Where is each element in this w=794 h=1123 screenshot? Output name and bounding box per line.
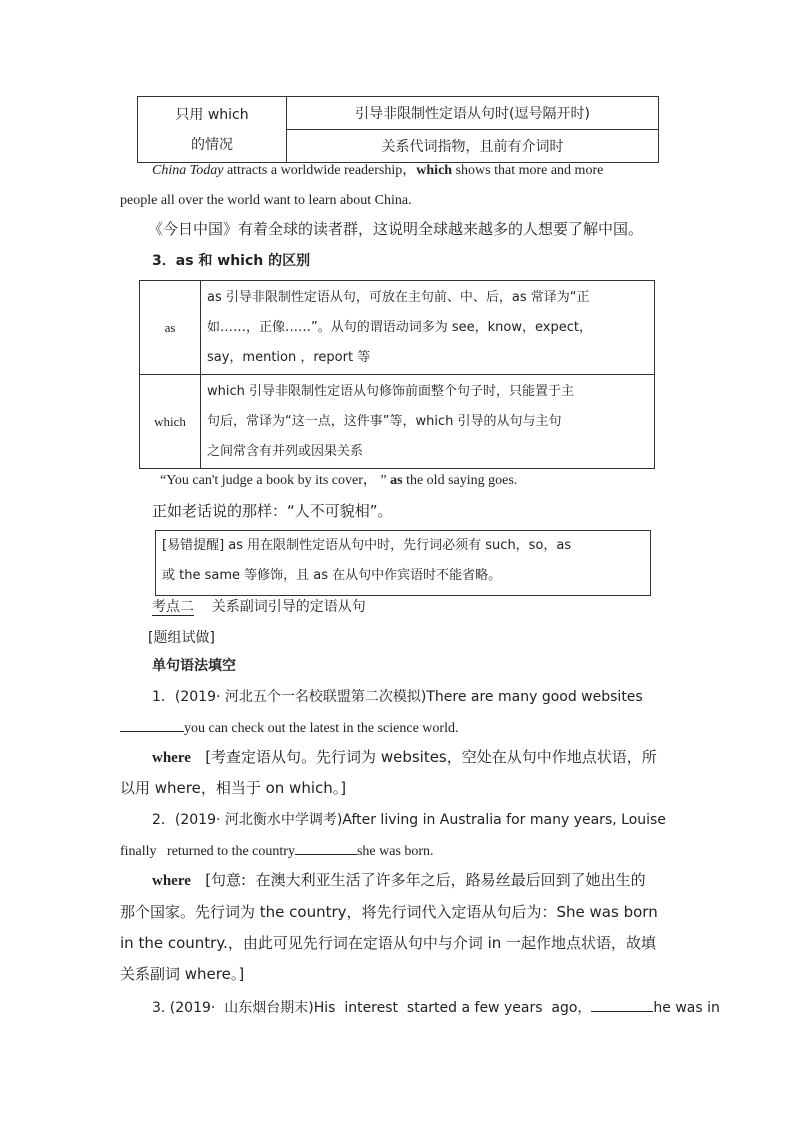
q3-blank[interactable]: [591, 997, 653, 1012]
example1-text-a: attracts a worldwide readership，: [223, 163, 417, 178]
as-desc-cell: [201, 281, 655, 375]
which-desc-line2: 句后，常译为“这一点，这件事”等，which 引导的从句与主句: [207, 413, 562, 429]
example1-title: China Today: [152, 163, 224, 178]
q1-explain1: [考查定语从句。先行词为 websites，空处在从句中作地点状语，所: [190, 748, 657, 766]
q1-blank[interactable]: [120, 717, 184, 732]
note-box: [155, 530, 651, 596]
kaodian-title: 关系副词引导的定语从句: [194, 599, 366, 615]
q3-line1: [152, 997, 720, 1018]
q1-explain-line2: 以用 where，相当于 on which。]: [120, 779, 347, 797]
tizu-label: [题组试做]: [148, 630, 215, 646]
section3-heading: 3．as 和 which 的区别: [152, 253, 311, 269]
as-desc-line2: 如……，正像……”。从句的谓语动词多为 see，know，expect，: [207, 319, 592, 335]
example1-line2: people all over the world want to learn about China.: [120, 193, 412, 208]
q2-line2: [120, 840, 434, 862]
which-only-label-cell: [138, 97, 287, 163]
example2-line: [160, 471, 517, 491]
kaodian-label: 考点二: [152, 599, 194, 615]
q2-answer: where: [152, 873, 191, 889]
q1-answer: where: [152, 750, 191, 766]
q3-line1-text-a: 3. (2019· 山东烟台期末)His interest started a few years ago，: [152, 1000, 592, 1016]
q2-line2-text-b: she was born.: [356, 844, 434, 859]
example2-text-b: the old saying goes.: [402, 473, 518, 488]
note-line1: [易错提醒] as 用在限制性定语从句中时，先行词必须有 such，so，as: [162, 538, 572, 553]
example1-translation: 《今日中国》有着全球的读者群，这说明全球越来越多的人想要了解中国。: [148, 220, 644, 238]
q2-explain-line3: in the country.，由此可见先行词在定语从句中与介词 in 一起作地点状语，故填: [120, 934, 657, 952]
q2-line2-text-a: finally returned to the country: [120, 844, 295, 859]
q1-line2-text: you can check out the latest in the science world.: [184, 721, 459, 736]
as-desc-line1: as 引导非限制性定语从句，可放在主句前、中、后，as 常译为“正: [207, 289, 590, 305]
example2-translation: 正如老话说的那样：“人不可貌相”。: [152, 502, 393, 520]
q3-line1-text-b: he was in: [653, 1000, 720, 1016]
which-only-table: [137, 96, 659, 163]
q2-blank[interactable]: [295, 840, 357, 855]
example1-line1: [152, 161, 603, 181]
which-only-label-line1: 只用 which: [175, 106, 249, 123]
q2-explain-line1: [152, 870, 646, 891]
note-line2: 或 the same 等修饰，且 as 在从句中作宾语时不能省略。: [162, 568, 502, 583]
subtitle: 单句语法填空: [152, 658, 236, 674]
which-only-row1: 引导非限制性定语从句时(逗号隔开时): [287, 97, 659, 130]
as-label-cell: [140, 281, 201, 375]
which-label: which: [154, 413, 186, 429]
kaodian-heading: [152, 597, 366, 617]
q1-line2: [120, 717, 458, 739]
example2-text-a: “You can't judge a book by its cover， ”: [160, 473, 387, 488]
q2-explain-line2: 那个国家。先行词为 the country，将先行词代入定语从句后为：She was born: [120, 903, 658, 921]
which-desc-cell: [201, 375, 655, 469]
q2-explain-line4: 关系副词 where。]: [120, 965, 245, 983]
example2-as: as: [390, 473, 403, 488]
as-which-table: [139, 280, 655, 469]
q1-explain-line1: [152, 747, 657, 768]
as-label: as: [164, 319, 176, 335]
which-only-row2: 关系代词指物，且前有介词时: [287, 130, 659, 163]
q2-line1: 2．(2019· 河北衡水中学调考)After living in Australia for many years, Louise: [152, 812, 666, 828]
which-desc-line3: 之间常含有并列或因果关系: [207, 443, 364, 459]
which-only-label-line2: 的情况: [191, 136, 233, 153]
q1-line1: 1．(2019· 河北五个一名校联盟第二次模拟)There are many good websites: [152, 689, 643, 705]
which-label-cell: [140, 375, 201, 469]
q2-explain1: [句意: 在澳大利亚生活了许多年之后，路易丝最后回到了她出生的: [190, 871, 646, 889]
example1-text-b: shows that more and more: [452, 163, 604, 178]
example1-which: which: [416, 163, 453, 178]
which-desc-line1: which 引导非限制性定语从句修饰前面整个句子时，只能置于主: [207, 383, 575, 399]
as-desc-line3: say，mention ，report 等: [207, 349, 371, 365]
